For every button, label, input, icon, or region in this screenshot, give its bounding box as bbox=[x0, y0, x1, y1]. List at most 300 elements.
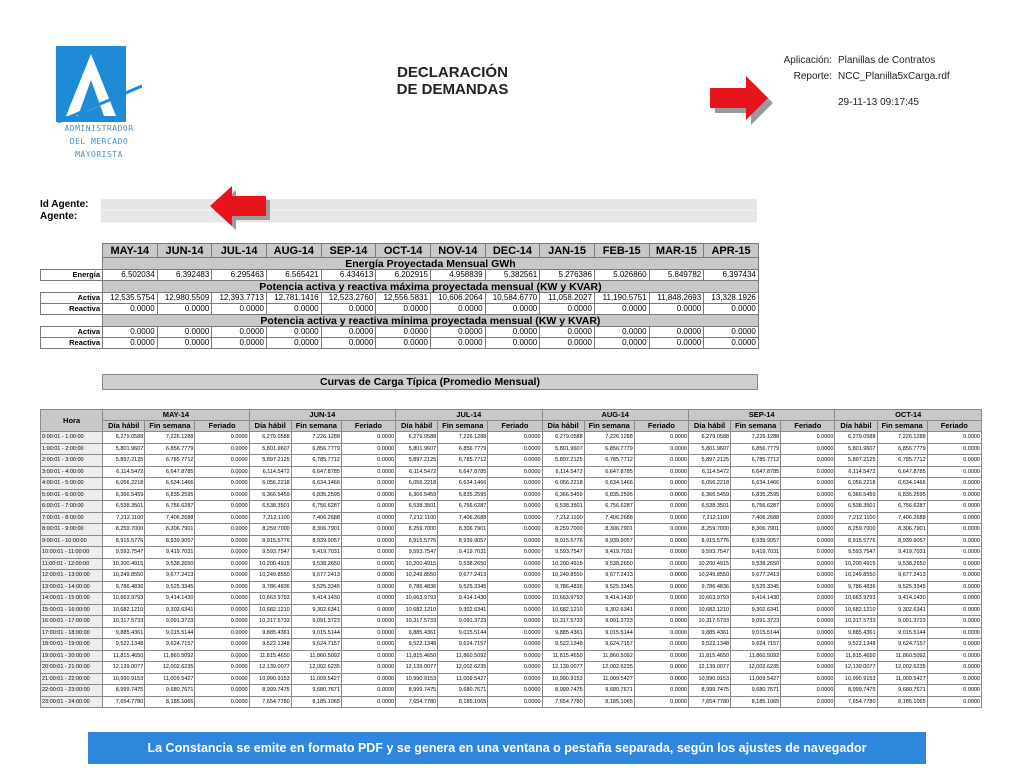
habil-cell: 12,139.0077 bbox=[835, 662, 877, 674]
value-cell: 0.0000 bbox=[157, 338, 212, 349]
day-type-header: Día hábil bbox=[249, 421, 291, 432]
feriado-cell: 0.0000 bbox=[781, 466, 835, 478]
day-type-header: Feriado bbox=[927, 421, 981, 432]
habil-cell: 6,279.0588 bbox=[835, 432, 877, 444]
habil-cell: 10,200.4915 bbox=[249, 558, 291, 570]
habil-cell: 9,593.7547 bbox=[249, 547, 291, 559]
fin-semana-cell: 8,185.1065 bbox=[291, 696, 341, 708]
feriado-cell: 0.0000 bbox=[341, 455, 395, 467]
fin-semana-cell: 9,091.3723 bbox=[145, 616, 195, 628]
fin-semana-cell: 6,856.7779 bbox=[438, 443, 488, 455]
habil-cell: 10,990.9153 bbox=[103, 673, 145, 685]
feriado-cell: 0.0000 bbox=[781, 478, 835, 490]
fin-semana-cell: 11,860.5092 bbox=[731, 650, 781, 662]
habil-cell: 6,114.5472 bbox=[396, 466, 438, 478]
fin-semana-cell: 12,002.6235 bbox=[584, 662, 634, 674]
feriado-cell: 0.0000 bbox=[195, 696, 249, 708]
fin-semana-cell: 9,624.7157 bbox=[145, 639, 195, 651]
fin-semana-cell: 9,525.3345 bbox=[438, 581, 488, 593]
fin-semana-cell: 12,002.6235 bbox=[291, 662, 341, 674]
value-cell: 6.202915 bbox=[376, 270, 431, 281]
feriado-cell: 0.0000 bbox=[195, 432, 249, 444]
fin-semana-cell: 6,785.7712 bbox=[877, 455, 927, 467]
value-cell: 5.382561 bbox=[485, 270, 540, 281]
habil-cell: 8,999.7475 bbox=[542, 685, 584, 697]
hour-cell: 9:00:01 - 10:00:00 bbox=[41, 535, 103, 547]
day-type-header: Día hábil bbox=[396, 421, 438, 432]
fin-semana-cell: 9,091.3723 bbox=[877, 616, 927, 628]
feriado-cell: 0.0000 bbox=[341, 685, 395, 697]
habil-cell: 10,317.5733 bbox=[542, 616, 584, 628]
blank-cell bbox=[41, 315, 103, 327]
fin-semana-cell: 7,226.1288 bbox=[584, 432, 634, 444]
energy-row-label: Energía bbox=[41, 270, 103, 281]
feriado-cell: 0.0000 bbox=[341, 593, 395, 605]
feriado-cell: 0.0000 bbox=[927, 501, 981, 513]
habil-cell: 8,259.7000 bbox=[396, 524, 438, 536]
feriado-cell: 0.0000 bbox=[488, 547, 542, 559]
habil-cell: 5,801.9607 bbox=[542, 443, 584, 455]
title-line-1: DECLARACIÓN bbox=[397, 64, 508, 81]
curves-title: Curvas de Carga Típica (Promedio Mensual) bbox=[102, 374, 758, 390]
feriado-cell: 0.0000 bbox=[341, 673, 395, 685]
fin-semana-cell: 8,185.1065 bbox=[584, 696, 634, 708]
fin-semana-cell: 7,226.1288 bbox=[731, 432, 781, 444]
value-cell: 0.0000 bbox=[212, 327, 267, 338]
reporte-value: NCC_Planilla5xCarga.rdf bbox=[838, 70, 950, 82]
fin-semana-cell: 9,677.2413 bbox=[877, 570, 927, 582]
blank-cell bbox=[41, 281, 103, 293]
fin-semana-cell: 9,680.7671 bbox=[731, 685, 781, 697]
feriado-cell: 0.0000 bbox=[927, 558, 981, 570]
table-row bbox=[41, 685, 982, 697]
feriado-cell: 0.0000 bbox=[781, 685, 835, 697]
fin-semana-cell: 9,302.6341 bbox=[877, 604, 927, 616]
value-cell: 5.026860 bbox=[594, 270, 649, 281]
fin-semana-cell: 9,624.7157 bbox=[731, 639, 781, 651]
habil-cell: 6,538.3501 bbox=[688, 501, 730, 513]
habil-cell: 8,999.7475 bbox=[103, 685, 145, 697]
max-power-section bbox=[41, 281, 759, 293]
feriado-cell: 0.0000 bbox=[195, 535, 249, 547]
feriado-cell: 0.0000 bbox=[488, 581, 542, 593]
fin-semana-cell: 9,015.5144 bbox=[731, 627, 781, 639]
feriado-cell: 0.0000 bbox=[341, 558, 395, 570]
value-cell: 11,190.5751 bbox=[594, 293, 649, 304]
feriado-cell: 0.0000 bbox=[927, 570, 981, 582]
feriado-cell: 0.0000 bbox=[781, 558, 835, 570]
feriado-cell: 0.0000 bbox=[781, 593, 835, 605]
habil-cell: 7,212.1100 bbox=[688, 512, 730, 524]
table-row bbox=[41, 535, 982, 547]
table-row bbox=[41, 650, 982, 662]
habil-cell: 10,249.8550 bbox=[396, 570, 438, 582]
habil-cell: 8,259.7000 bbox=[249, 524, 291, 536]
feriado-cell: 0.0000 bbox=[195, 466, 249, 478]
table-row bbox=[41, 662, 982, 674]
habil-cell: 6,056.2218 bbox=[835, 478, 877, 490]
min-active-row bbox=[41, 327, 759, 338]
habil-cell: 7,654.7780 bbox=[688, 696, 730, 708]
value-cell: 12,556.5831 bbox=[376, 293, 431, 304]
habil-cell: 6,538.3501 bbox=[835, 501, 877, 513]
feriado-cell: 0.0000 bbox=[195, 501, 249, 513]
feriado-cell: 0.0000 bbox=[488, 673, 542, 685]
feriado-cell: 0.0000 bbox=[634, 685, 688, 697]
value-cell: 0.0000 bbox=[594, 338, 649, 349]
fin-semana-cell: 11,860.5092 bbox=[145, 650, 195, 662]
fin-semana-cell: 9,414.1430 bbox=[145, 593, 195, 605]
fin-semana-cell: 11,860.5092 bbox=[291, 650, 341, 662]
feriado-cell: 0.0000 bbox=[781, 432, 835, 444]
value-cell: 12,523.2760 bbox=[321, 293, 376, 304]
feriado-cell: 0.0000 bbox=[781, 696, 835, 708]
curves-month-header: JUN-14 bbox=[249, 410, 395, 421]
feriado-cell: 0.0000 bbox=[195, 604, 249, 616]
value-cell: 0.0000 bbox=[157, 304, 212, 315]
feriado-cell: 0.0000 bbox=[634, 581, 688, 593]
value-cell: 0.0000 bbox=[704, 304, 759, 315]
habil-cell: 9,786.4836 bbox=[103, 581, 145, 593]
value-cell: 0.0000 bbox=[103, 338, 158, 349]
fin-semana-cell: 6,835.2595 bbox=[438, 489, 488, 501]
feriado-cell: 0.0000 bbox=[927, 443, 981, 455]
value-cell: 0.0000 bbox=[376, 304, 431, 315]
agent-values bbox=[101, 199, 757, 223]
value-cell: 12,980.5509 bbox=[157, 293, 212, 304]
feriado-cell: 0.0000 bbox=[488, 443, 542, 455]
fin-semana-cell: 9,538.2650 bbox=[584, 558, 634, 570]
habil-cell: 7,212.1100 bbox=[249, 512, 291, 524]
monthly-summary-table bbox=[40, 243, 759, 349]
habil-cell: 9,786.4836 bbox=[542, 581, 584, 593]
habil-cell: 6,279.0588 bbox=[103, 432, 145, 444]
feriado-cell: 0.0000 bbox=[488, 639, 542, 651]
habil-cell: 10,990.9153 bbox=[688, 673, 730, 685]
habil-cell: 7,654.7780 bbox=[103, 696, 145, 708]
habil-cell: 7,654.7780 bbox=[835, 696, 877, 708]
feriado-cell: 0.0000 bbox=[634, 627, 688, 639]
value-cell: 4.958839 bbox=[430, 270, 485, 281]
habil-cell: 6,366.5459 bbox=[542, 489, 584, 501]
fin-semana-cell: 12,002.6235 bbox=[731, 662, 781, 674]
day-type-header: Feriado bbox=[634, 421, 688, 432]
month-header: DEC-14 bbox=[485, 244, 540, 258]
feriado-cell: 0.0000 bbox=[781, 501, 835, 513]
fin-semana-cell: 6,634.1466 bbox=[584, 478, 634, 490]
feriado-cell: 0.0000 bbox=[195, 685, 249, 697]
fin-semana-cell: 9,419.7031 bbox=[145, 547, 195, 559]
habil-cell: 10,200.4915 bbox=[103, 558, 145, 570]
habil-cell: 6,114.5472 bbox=[103, 466, 145, 478]
fin-semana-cell: 9,419.7031 bbox=[291, 547, 341, 559]
habil-cell: 8,999.7475 bbox=[688, 685, 730, 697]
feriado-cell: 0.0000 bbox=[341, 535, 395, 547]
feriado-cell: 0.0000 bbox=[195, 524, 249, 536]
feriado-cell: 0.0000 bbox=[195, 512, 249, 524]
table-row bbox=[41, 547, 982, 559]
feriado-cell: 0.0000 bbox=[195, 650, 249, 662]
fin-semana-cell: 6,835.2595 bbox=[291, 489, 341, 501]
fin-semana-cell: 7,406.2688 bbox=[145, 512, 195, 524]
feriado-cell: 0.0000 bbox=[488, 501, 542, 513]
habil-cell: 6,366.5459 bbox=[396, 489, 438, 501]
fin-semana-cell: 11,009.5427 bbox=[145, 673, 195, 685]
feriado-cell: 0.0000 bbox=[341, 524, 395, 536]
fin-semana-cell: 11,009.5427 bbox=[731, 673, 781, 685]
fin-semana-cell: 8,939.9057 bbox=[291, 535, 341, 547]
feriado-cell: 0.0000 bbox=[341, 639, 395, 651]
fin-semana-cell: 9,680.7671 bbox=[291, 685, 341, 697]
fin-semana-cell: 11,009.5427 bbox=[438, 673, 488, 685]
hour-cell: 15:00:01 - 16:00:00 bbox=[41, 604, 103, 616]
habil-cell: 6,538.3501 bbox=[542, 501, 584, 513]
fin-semana-cell: 6,785.7712 bbox=[438, 455, 488, 467]
feriado-cell: 0.0000 bbox=[927, 685, 981, 697]
habil-cell: 8,259.7000 bbox=[688, 524, 730, 536]
habil-cell: 8,259.7000 bbox=[542, 524, 584, 536]
habil-cell: 10,663.9793 bbox=[542, 593, 584, 605]
fin-semana-cell: 9,624.7157 bbox=[584, 639, 634, 651]
habil-cell: 7,212.1100 bbox=[542, 512, 584, 524]
feriado-cell: 0.0000 bbox=[195, 558, 249, 570]
fin-semana-cell: 9,302.6341 bbox=[145, 604, 195, 616]
info-banner: La Constancia se emite en formato PDF y se genera en una ventana o pestaña separada, según los ajustes de navegador bbox=[88, 732, 926, 764]
habil-cell: 6,114.5472 bbox=[249, 466, 291, 478]
habil-cell: 11,815.4650 bbox=[835, 650, 877, 662]
value-cell: 0.0000 bbox=[485, 304, 540, 315]
feriado-cell: 0.0000 bbox=[341, 432, 395, 444]
feriado-cell: 0.0000 bbox=[488, 489, 542, 501]
fin-semana-cell: 9,015.5144 bbox=[877, 627, 927, 639]
fin-semana-cell: 8,185.1065 bbox=[731, 696, 781, 708]
habil-cell: 9,786.4836 bbox=[688, 581, 730, 593]
aplicacion-label: Aplicación: bbox=[783, 54, 832, 66]
feriado-cell: 0.0000 bbox=[634, 570, 688, 582]
feriado-cell: 0.0000 bbox=[634, 639, 688, 651]
feriado-cell: 0.0000 bbox=[341, 478, 395, 490]
fin-semana-cell: 8,185.1065 bbox=[438, 696, 488, 708]
fin-semana-cell: 9,525.3345 bbox=[877, 581, 927, 593]
fin-semana-cell: 9,414.1430 bbox=[877, 593, 927, 605]
fin-semana-cell: 6,647.8785 bbox=[438, 466, 488, 478]
max-active-row-label: Activa bbox=[41, 293, 103, 304]
fin-semana-cell: 6,634.1466 bbox=[877, 478, 927, 490]
fin-semana-cell: 9,419.7031 bbox=[877, 547, 927, 559]
fin-semana-cell: 9,677.2413 bbox=[145, 570, 195, 582]
month-header: JAN-15 bbox=[540, 244, 595, 258]
feriado-cell: 0.0000 bbox=[341, 696, 395, 708]
day-type-header: Fin semana bbox=[438, 421, 488, 432]
feriado-cell: 0.0000 bbox=[634, 650, 688, 662]
fin-semana-cell: 11,860.5092 bbox=[438, 650, 488, 662]
feriado-cell: 0.0000 bbox=[341, 443, 395, 455]
value-cell: 0.0000 bbox=[430, 327, 485, 338]
feriado-cell: 0.0000 bbox=[781, 673, 835, 685]
feriado-cell: 0.0000 bbox=[341, 570, 395, 582]
value-cell: 0.0000 bbox=[266, 338, 321, 349]
month-header: OCT-14 bbox=[376, 244, 431, 258]
report-meta bbox=[776, 52, 950, 108]
month-header: APR-15 bbox=[704, 244, 759, 258]
value-cell: 0.0000 bbox=[430, 338, 485, 349]
fin-semana-cell: 6,835.2595 bbox=[584, 489, 634, 501]
fin-semana-cell: 12,002.6235 bbox=[438, 662, 488, 674]
habil-cell: 8,915.5776 bbox=[835, 535, 877, 547]
habil-cell: 6,056.2218 bbox=[103, 478, 145, 490]
habil-cell: 11,815.4650 bbox=[103, 650, 145, 662]
habil-cell: 8,999.7475 bbox=[835, 685, 877, 697]
hour-cell: 16:00:01 - 17:00:00 bbox=[41, 616, 103, 628]
day-type-header: Fin semana bbox=[291, 421, 341, 432]
feriado-cell: 0.0000 bbox=[634, 673, 688, 685]
hour-cell: 18:00:01 - 19:00:00 bbox=[41, 639, 103, 651]
habil-cell: 10,249.8550 bbox=[103, 570, 145, 582]
value-cell: 10,584.6770 bbox=[485, 293, 540, 304]
fin-semana-cell: 6,634.1466 bbox=[291, 478, 341, 490]
hour-cell: 7:00:01 - 8:00:00 bbox=[41, 512, 103, 524]
hour-cell: 13:00:01 - 14:00:00 bbox=[41, 581, 103, 593]
logo-text bbox=[44, 122, 154, 161]
feriado-cell: 0.0000 bbox=[634, 547, 688, 559]
habil-cell: 10,663.9793 bbox=[688, 593, 730, 605]
arrow-left-icon bbox=[206, 184, 272, 232]
table-row bbox=[41, 616, 982, 628]
table-row bbox=[41, 489, 982, 501]
habil-cell: 8,259.7000 bbox=[103, 524, 145, 536]
fin-semana-cell: 7,226.1288 bbox=[877, 432, 927, 444]
value-cell: 0.0000 bbox=[649, 338, 704, 349]
habil-cell: 8,259.7000 bbox=[835, 524, 877, 536]
fin-semana-cell: 8,939.9057 bbox=[731, 535, 781, 547]
habil-cell: 10,200.4915 bbox=[396, 558, 438, 570]
habil-cell: 10,200.4915 bbox=[688, 558, 730, 570]
habil-cell: 6,366.5459 bbox=[103, 489, 145, 501]
fin-semana-cell: 8,185.1065 bbox=[145, 696, 195, 708]
habil-cell: 10,990.9153 bbox=[249, 673, 291, 685]
feriado-cell: 0.0000 bbox=[195, 593, 249, 605]
feriado-cell: 0.0000 bbox=[341, 604, 395, 616]
habil-cell: 9,885.4361 bbox=[103, 627, 145, 639]
fin-semana-cell: 6,785.7712 bbox=[584, 455, 634, 467]
fin-semana-cell: 9,091.3723 bbox=[731, 616, 781, 628]
fin-semana-cell: 9,302.6341 bbox=[584, 604, 634, 616]
document-title bbox=[370, 64, 535, 98]
feriado-cell: 0.0000 bbox=[927, 466, 981, 478]
feriado-cell: 0.0000 bbox=[195, 581, 249, 593]
feriado-cell: 0.0000 bbox=[927, 627, 981, 639]
feriado-cell: 0.0000 bbox=[634, 512, 688, 524]
feriado-cell: 0.0000 bbox=[634, 489, 688, 501]
feriado-cell: 0.0000 bbox=[195, 547, 249, 559]
feriado-cell: 0.0000 bbox=[341, 616, 395, 628]
curves-month-row bbox=[41, 410, 982, 421]
fin-semana-cell: 8,939.9057 bbox=[145, 535, 195, 547]
agente-label: Agente: bbox=[40, 211, 78, 222]
min-active-row-label: Activa bbox=[41, 327, 103, 338]
month-header: MAY-14 bbox=[103, 244, 158, 258]
value-cell: 0.0000 bbox=[704, 338, 759, 349]
habil-cell: 6,056.2218 bbox=[249, 478, 291, 490]
value-cell: 0.0000 bbox=[540, 304, 595, 315]
hour-cell: 6:00:01 - 7:00:00 bbox=[41, 501, 103, 513]
value-cell: 11,058.2027 bbox=[540, 293, 595, 304]
feriado-cell: 0.0000 bbox=[634, 604, 688, 616]
fin-semana-cell: 6,785.7712 bbox=[145, 455, 195, 467]
month-header: SEP-14 bbox=[321, 244, 376, 258]
fin-semana-cell: 9,677.2413 bbox=[438, 570, 488, 582]
habil-cell: 5,897.2125 bbox=[103, 455, 145, 467]
table-row bbox=[41, 627, 982, 639]
fin-semana-cell: 11,009.5427 bbox=[877, 673, 927, 685]
fin-semana-cell: 9,680.7671 bbox=[877, 685, 927, 697]
habil-cell: 11,815.4650 bbox=[688, 650, 730, 662]
value-cell: 0.0000 bbox=[376, 338, 431, 349]
habil-cell: 7,212.1100 bbox=[835, 512, 877, 524]
feriado-cell: 0.0000 bbox=[195, 627, 249, 639]
habil-cell: 6,056.2218 bbox=[396, 478, 438, 490]
report-datetime: 29-11-13 09:17:45 bbox=[838, 97, 919, 108]
fin-semana-cell: 9,680.7671 bbox=[438, 685, 488, 697]
habil-cell: 10,249.8550 bbox=[249, 570, 291, 582]
table-row bbox=[41, 443, 982, 455]
table-row bbox=[41, 455, 982, 467]
habil-cell: 11,815.4650 bbox=[249, 650, 291, 662]
value-cell: 5.849782 bbox=[649, 270, 704, 281]
day-type-header: Día hábil bbox=[688, 421, 730, 432]
feriado-cell: 0.0000 bbox=[341, 547, 395, 559]
hour-cell: 22:00:01 - 23:00:00 bbox=[41, 685, 103, 697]
day-type-header: Día hábil bbox=[103, 421, 145, 432]
feriado-cell: 0.0000 bbox=[341, 501, 395, 513]
value-cell: 6.397434 bbox=[704, 270, 759, 281]
day-type-header: Feriado bbox=[781, 421, 835, 432]
habil-cell: 10,317.5733 bbox=[688, 616, 730, 628]
fin-semana-cell: 6,856.7779 bbox=[584, 443, 634, 455]
hour-cell: 19:00:01 - 20:00:00 bbox=[41, 650, 103, 662]
fin-semana-cell: 6,647.8785 bbox=[291, 466, 341, 478]
habil-cell: 9,885.4361 bbox=[396, 627, 438, 639]
feriado-cell: 0.0000 bbox=[781, 581, 835, 593]
fin-semana-cell: 9,680.7671 bbox=[584, 685, 634, 697]
value-cell: 12,393.7713 bbox=[212, 293, 267, 304]
habil-cell: 6,366.5459 bbox=[688, 489, 730, 501]
feriado-cell: 0.0000 bbox=[488, 478, 542, 490]
feriado-cell: 0.0000 bbox=[195, 443, 249, 455]
habil-cell: 11,815.4650 bbox=[396, 650, 438, 662]
habil-cell: 6,114.5472 bbox=[835, 466, 877, 478]
energy-section-title: Energía Proyectada Mensual GWh bbox=[103, 258, 759, 270]
feriado-cell: 0.0000 bbox=[781, 512, 835, 524]
curves-month-header: AUG-14 bbox=[542, 410, 688, 421]
day-type-header: Día hábil bbox=[542, 421, 584, 432]
curves-month-header: JUL-14 bbox=[396, 410, 542, 421]
agente-value bbox=[101, 211, 757, 223]
habil-cell: 6,279.0588 bbox=[688, 432, 730, 444]
fin-semana-cell: 7,406.2688 bbox=[877, 512, 927, 524]
table-row bbox=[41, 581, 982, 593]
feriado-cell: 0.0000 bbox=[341, 512, 395, 524]
habil-cell: 9,522.1348 bbox=[542, 639, 584, 651]
habil-cell: 9,522.1348 bbox=[688, 639, 730, 651]
feriado-cell: 0.0000 bbox=[781, 547, 835, 559]
hour-cell: 4:00:01 - 5:00:00 bbox=[41, 478, 103, 490]
feriado-cell: 0.0000 bbox=[781, 570, 835, 582]
habil-cell: 8,999.7475 bbox=[249, 685, 291, 697]
habil-cell: 12,139.0077 bbox=[542, 662, 584, 674]
habil-cell: 6,279.0588 bbox=[396, 432, 438, 444]
fin-semana-cell: 6,756.6287 bbox=[731, 501, 781, 513]
